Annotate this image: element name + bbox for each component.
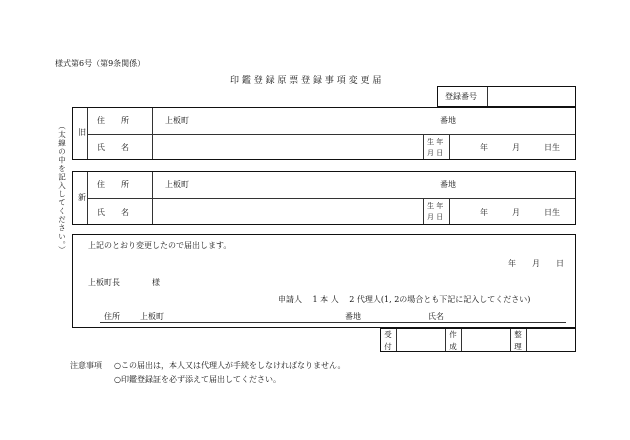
old-dob-label-bottom: 月 日 — [427, 149, 444, 157]
new-address-town: 上板町 — [165, 180, 189, 189]
applicant-address-town: 上板町 — [140, 312, 164, 321]
applicant-address-field[interactable] — [180, 307, 340, 321]
new-address-field[interactable] — [153, 173, 573, 197]
applicant-type: 申請人 1 本 人 2 代理人(1, 2の場合とも下記に記入してください) — [278, 295, 531, 304]
new-dob-month: 月 — [512, 208, 520, 217]
old-dob-month: 月 — [512, 143, 520, 152]
notice-date-year: 年 — [508, 259, 516, 268]
applicant-name-field[interactable] — [448, 307, 558, 321]
form-number: 様式第6号（第9条関係） — [55, 59, 146, 68]
notes-label: 注意事項 — [70, 361, 102, 370]
new-dob-day: 日生 — [544, 208, 560, 217]
new-banchi-label: 番地 — [440, 180, 456, 189]
organized-label: 整 理 — [514, 330, 522, 351]
notice-statement: 上記のとおり変更したので届出します。 — [88, 241, 232, 250]
recipient: 上板町長 — [88, 278, 120, 287]
notice-date-month: 月 — [532, 259, 540, 268]
applicant-name-label: 氏名 — [428, 312, 444, 321]
old-name-field[interactable] — [153, 136, 421, 158]
new-address-label: 住 所 — [97, 180, 129, 189]
old-dob-day: 日生 — [544, 143, 560, 152]
old-tag: 旧 — [78, 128, 86, 137]
old-address-field[interactable] — [153, 109, 573, 133]
applicant-banchi-label: 番地 — [345, 312, 361, 321]
old-dob-label-top: 生 年 — [427, 138, 444, 146]
new-name-label: 氏 名 — [97, 208, 129, 217]
new-dob-label-top: 生 年 — [427, 202, 444, 210]
notes-item: ○この届出は，本人又は代理人が手続をしなければなりません。 — [114, 361, 346, 370]
old-name-label: 氏 名 — [97, 143, 129, 152]
old-address-label: 住 所 — [97, 116, 129, 125]
page-title: 印 鑑 登 録 原 票 登 録 事 項 変 更 届 — [230, 76, 382, 86]
registration-number-label: 登録番号 — [445, 92, 477, 101]
notes-item: ○印鑑登録証を必ず添えて届出してください。 — [114, 375, 281, 384]
applicant-address-label: 住所 — [104, 312, 120, 321]
old-dob-year: 年 — [480, 143, 488, 152]
created-label: 作 成 — [449, 330, 457, 351]
office-use-box — [380, 328, 576, 352]
received-label: 受 付 — [384, 330, 392, 351]
old-address-town: 上板町 — [165, 116, 189, 125]
new-name-field[interactable] — [153, 200, 421, 223]
old-banchi-label: 番地 — [440, 116, 456, 125]
recipient-honorific: 様 — [152, 278, 160, 287]
notice-date-day: 日 — [556, 259, 564, 268]
new-dob-label-bottom: 月 日 — [427, 213, 444, 221]
new-tag: 新 — [78, 193, 86, 202]
side-note: （太線の中を記入してください。） — [57, 122, 67, 255]
new-dob-year: 年 — [480, 208, 488, 217]
registration-number-field[interactable] — [490, 88, 573, 104]
